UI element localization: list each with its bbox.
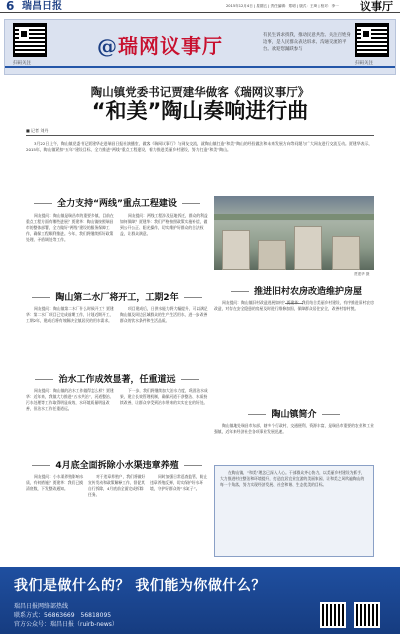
qr-caption: 扫码关注 — [355, 61, 373, 66]
section-subhead: 全力支持“两线”重点工程建设 — [26, 198, 208, 210]
section-subhead: 4月底全面拆除小水渠违章养殖 — [26, 460, 208, 472]
top-bar — [0, 0, 400, 13]
article-paragraph: 网友提问：陶山镇的治水工作做得怎么样？贾建华：近年来，我镇大力推进“五水共治”，河道整治、污水处理等工作取得明显成效，水环境质量明显改善，但治水工作任重道远。 — [26, 388, 114, 412]
qr-code-icon — [354, 602, 380, 628]
column-slogan: 有民生诉求找我，推动民意共治。关注百姓身边事，是人民群众表达诉求、沟通交流的平台。欢迎您踊跃参与 — [263, 33, 351, 52]
photo-detail — [258, 240, 286, 270]
qr-caption: 扫码关注 — [13, 61, 31, 66]
bottom-advertisement — [0, 567, 400, 634]
article-byline: ■ 记者 刘丹 — [26, 128, 49, 133]
paper-name: 瑞昌日报 — [22, 1, 62, 12]
issue-info: 2015年12月4日 | 星期五 | 责任编辑：郑明 | 版式：王琦 | 校对：李一 — [226, 4, 339, 8]
article-photo — [214, 196, 374, 270]
article-paragraph: 网友提问：小水渠养殖影响水质，有何措施？贾建华：我们已摸清底数，下发整改通知。 — [26, 474, 84, 492]
photo-detail — [332, 236, 360, 270]
ad-line: 瑞昌日报网络部热线 — [14, 603, 69, 610]
column-logo — [97, 34, 223, 58]
ad-account: 官方公众号：瑞昌日报（ruirb-news） — [14, 621, 118, 628]
divider — [26, 135, 374, 136]
qr-code-icon — [355, 23, 389, 57]
article-paragraph: 陶山镇地处瑞昌市东部，辖多个行政村，交通便利，资源丰富，是瑞昌市重要的农业和工业强镇，近年来经济社会各项事业发展迅速。 — [214, 423, 374, 435]
section-subhead: 推进旧村农房改造维护房屋 — [214, 286, 374, 310]
photo-credit: 贾建华 摄 — [354, 272, 370, 276]
boxed-note: 在陶山镇，“和美”理念已深入人心。干部群众齐心协力，以美丽乡村建设为抓手，大力推进村庄整治和环境提升，打造宜居宜业宜游的美丽家园，让和美之风吹遍陶山的每一个角落，努力实现经济发展、社会和谐、生态优美的目标。 — [214, 465, 374, 557]
article-kicker: 陶山镇党委书记贾建华做客《瑞网议事厅》 — [90, 85, 310, 99]
photo-detail — [222, 230, 250, 270]
ad-title: 我们是做什么的？ 我们能为你做什么？ — [14, 578, 266, 594]
article-paragraph: 项目建成后，日供水能力将大幅提升，可以满足陶山镇及周边区域群众的生产生活用水，进一步改善群众的饮水条件和生活品质。 — [120, 306, 208, 324]
column-banner — [4, 19, 396, 75]
ad-contact: 联系方式：56863669 56818095 — [14, 612, 112, 619]
at-symbol-icon: @ — [97, 34, 118, 58]
divider — [5, 66, 396, 68]
article-paragraph: 网友提问：两线工程涉及征地拆迁，群众的利益如何保障？贾建华：我们严格按照政策实施补偿，做到公开公正、阳光操作，切实维护好群众的合法权益，让群众满意。 — [120, 213, 208, 237]
column-logo-text: 瑞网议事厅 — [118, 34, 223, 58]
article-paragraph: 同时加强日常巡查监管，防止违章养殖反弹，切实保护好水环境，守护好群众的“水缸子”。 — [150, 474, 208, 492]
section-subhead: 陶山第二水厂将开工，工期2年 — [26, 292, 208, 304]
article-paragraph: 下一步，我们将继续加大治水力度，巩固治水成果，建立长效管理机制，确保河道干净整洁、水质持续改善，让群众享受到治水带来的实实在在的好处。 — [120, 388, 208, 406]
photo-detail — [214, 214, 374, 220]
article-paragraph: 网友提问：陶山镇是瑞昌市的重要乡镇，目前在重点工程方面有哪些进展？贾建华：陶山镇按照瑞昌市的整体部署，全力做好“两线”建设的服务保障工作，确保工程顺利推进。今年，我们将继续抓好政策处理、矛盾调处等工作。 — [26, 213, 114, 243]
article-paragraph: 网友提问：陶山镇旧村改造进展如何？贾建华：我们结合美丽乡村建设，有序推进旧村农房改造，对存在安全隐患的房屋及时进行维修加固，保障群众居住安全，改善村容村貌。 — [214, 300, 374, 312]
qr-code-icon — [320, 602, 346, 628]
section-title: 议事厅 — [360, 0, 393, 13]
section-subhead: 治水工作成效显著，任重道远 — [26, 374, 208, 386]
article-headline: “和美”陶山奏响进行曲 — [91, 99, 309, 123]
photo-detail — [294, 226, 322, 270]
page-number: 6 — [6, 0, 15, 13]
article-paragraph: 对于违章养殖户，我们将做好宣传发动和政策解释工作，督促其自行拆除，4月底前全面完成拆除任务。 — [88, 474, 146, 498]
article-lead: 3月22日上午，陶山镇党委书记贾建华走进瑞昌日报社演播室，做客《瑞网议事厅》与网友交流，就陶山镇打造“和美”陶山的经验做法和未来发展方向等问题与广大网友进行交流互动。贾建华表示，2015年，陶山镇紧扣“五年”建设目标，全力推进“两线”重点工程建设，着力推进美丽乡村建设，努力打造“和美”陶山。 — [26, 141, 373, 153]
article-paragraph: 网友提问：陶山镇第二水厂什么时候开工？贾建华：第二水厂项目已完成前期工作，计划近期开工，工期2年，建成后将有效解决全镇居民的用水需求。 — [26, 306, 114, 324]
section-subhead: 陶山镇简介 — [214, 409, 374, 421]
qr-code-icon — [13, 23, 47, 57]
